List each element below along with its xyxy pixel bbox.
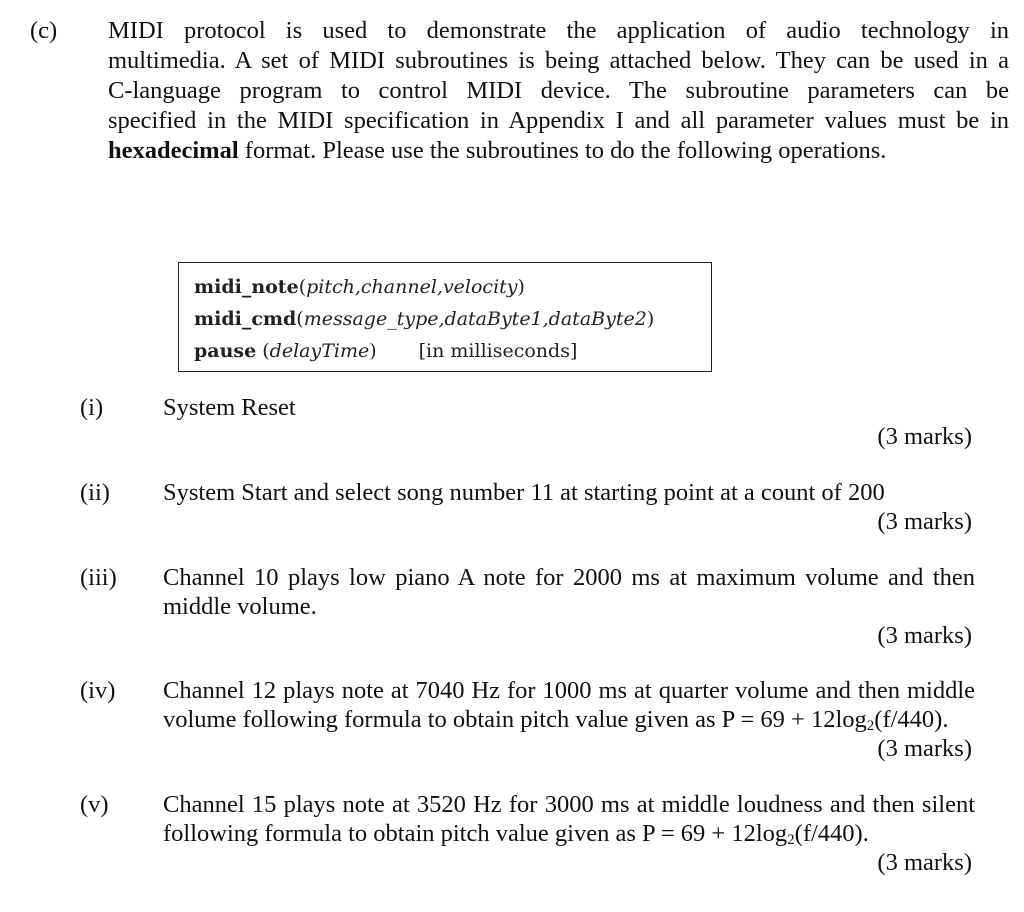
item-line: Channel 12 plays note at 7040 Hz for 1000 ms at quarter volume and then middle — [163, 677, 975, 704]
function-name: pause — [194, 340, 257, 362]
bold-term: hexadecimal — [108, 137, 239, 164]
function-args: pitch,channel,velocity — [306, 276, 518, 298]
item-text — [163, 393, 975, 422]
item-line: System Start and select song number 11 at starting point at a count of 200 — [163, 479, 885, 506]
formula-text: (f/440). — [874, 706, 949, 733]
question-intro — [108, 16, 1009, 166]
item-line — [163, 705, 975, 734]
marks-label: (3 marks) — [877, 508, 972, 535]
item-line: Channel 10 plays low piano A note for 2000 ms at maximum volume and then — [163, 564, 975, 591]
item-line: middle volume. — [163, 593, 317, 620]
subroutine-box — [178, 262, 712, 372]
intro-line — [108, 136, 1009, 166]
formula-text: volume following formula to obtain pitch value given as P = 69 + 12log — [163, 706, 867, 733]
item-number: (v) — [80, 791, 109, 818]
item-text — [163, 676, 975, 734]
item-text — [163, 478, 975, 507]
subroutine-pause: pause (delayTime) [in milliseconds] — [194, 340, 578, 362]
intro-line: multimedia. A set of MIDI subroutines is being attached below. They can be used in a — [108, 47, 1009, 74]
function-name: midi_cmd — [194, 308, 297, 330]
item-text — [163, 790, 975, 848]
item-number: (iii) — [80, 564, 117, 591]
function-name: midi_note — [194, 276, 299, 298]
subroutine-midi-cmd: midi_cmd(message_type,dataByte1,dataByte2) — [194, 308, 655, 330]
subroutine-midi-note: midi_note(pitch,channel,velocity) — [194, 276, 525, 298]
item-text — [163, 563, 975, 621]
log-base: 2 — [866, 718, 875, 734]
pause-unit-note: [in milliseconds] — [418, 340, 578, 362]
intro-line: MIDI protocol is used to demonstrate the application of audio technology in — [108, 17, 1009, 44]
log-base: 2 — [787, 832, 795, 848]
marks-label: (3 marks) — [877, 423, 972, 450]
item-number: (i) — [80, 394, 104, 421]
item-number: (ii) — [80, 479, 110, 506]
intro-line: C-language program to control MIDI device. The subroutine parameters can be — [108, 77, 1009, 104]
item-line: Channel 15 plays note at 3520 Hz for 3000 ms at middle loudness and then silent — [163, 791, 975, 818]
formula-text: following formula to obtain pitch value given as P = 69 + 12log — [163, 820, 788, 847]
item-number: (iv) — [80, 677, 116, 704]
marks-label: (3 marks) — [877, 735, 972, 762]
item-line: System Reset — [163, 394, 296, 421]
marks-label: (3 marks) — [877, 849, 972, 876]
section-label: (c) — [30, 17, 58, 44]
function-args: delayTime — [269, 340, 370, 362]
item-line — [163, 819, 975, 848]
formula-text: (f/440). — [794, 820, 869, 847]
function-args: message_type,dataByte1,dataByte2 — [303, 308, 647, 330]
marks-label: (3 marks) — [877, 622, 972, 649]
intro-line-rest: format. Please use the subroutines to do the following operations. — [238, 137, 887, 164]
intro-line: specified in the MIDI specification in Appendix I and all parameter values must be in — [108, 107, 1009, 134]
